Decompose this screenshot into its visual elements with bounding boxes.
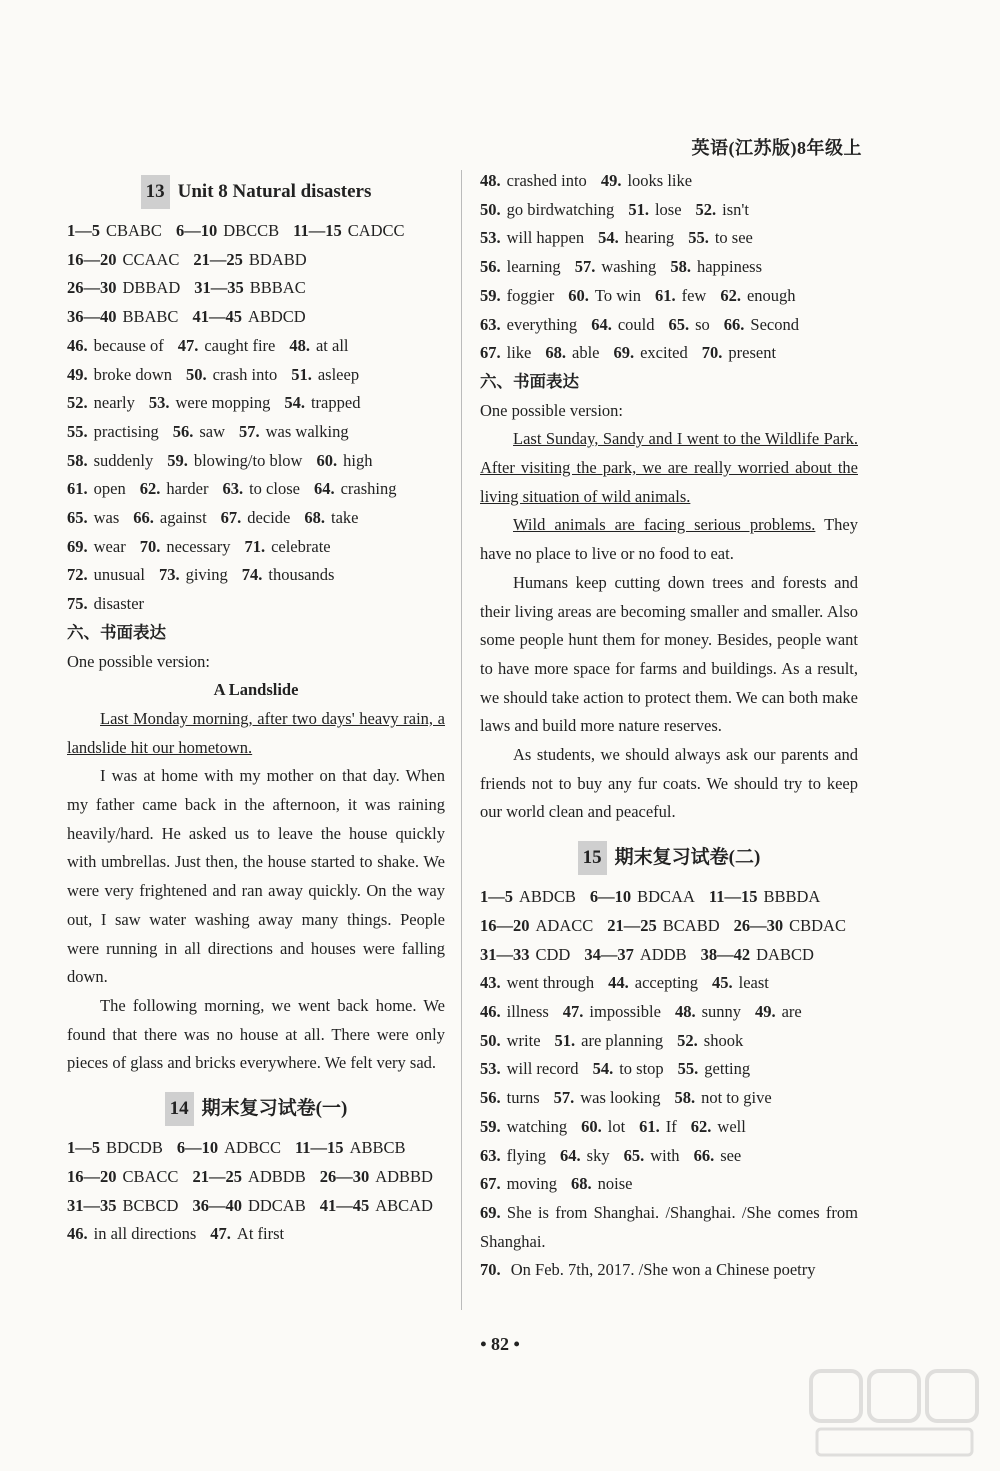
- question-number: 50.: [480, 199, 501, 219]
- answer-text: excited: [640, 343, 688, 363]
- question-number: 49.: [754, 1001, 776, 1021]
- question-number: 64.: [591, 314, 612, 334]
- answer-text: will happen: [506, 228, 585, 248]
- question-range: 26—30: [319, 1166, 370, 1186]
- answer-text: If: [665, 1116, 677, 1136]
- fill-answer-row: [480, 1027, 858, 1056]
- answer-text: On Feb. 7th, 2017. /She won a Chinese poetry: [510, 1260, 816, 1280]
- answer-text: to see: [714, 228, 753, 248]
- answer-letters: CBABC: [106, 221, 162, 240]
- question-number: 50.: [480, 1030, 501, 1050]
- answer-letters: CBACC: [122, 1166, 179, 1186]
- answer-letters: CBDAC: [789, 915, 846, 935]
- answer-letters: DABCD: [756, 944, 814, 964]
- question-range: 41—45: [319, 1195, 370, 1215]
- answer-text: could: [617, 314, 655, 334]
- question-range: 1—5: [67, 221, 100, 240]
- question-range: 6—10: [175, 221, 218, 240]
- answer-text: foggier: [506, 285, 555, 305]
- answer-letters: BCBCD: [122, 1195, 179, 1215]
- sec15-mc-answers: [480, 883, 858, 969]
- question-range: 11—15: [294, 1138, 344, 1158]
- question-range: 16—20: [480, 915, 530, 935]
- mc-answer-row: [480, 941, 858, 970]
- answer-text: asleep: [317, 364, 360, 384]
- answer-text: celebrate: [271, 536, 331, 556]
- underlined-sentence: Wild animals are facing serious problems.: [513, 515, 816, 535]
- answer-text: looks like: [627, 171, 693, 190]
- question-number: 51.: [628, 199, 649, 219]
- mc-answer-row: [67, 274, 445, 303]
- answer-letters: BDCAA: [637, 887, 695, 907]
- answer-text: few: [681, 285, 707, 305]
- answer-letters: CCAAC: [122, 249, 180, 269]
- answer-text: to close: [249, 479, 300, 499]
- answer-letters: DDCAB: [247, 1195, 306, 1215]
- essay-paragraph: [480, 511, 858, 568]
- question-range: 16—20: [67, 1166, 117, 1186]
- question-number: 47.: [210, 1224, 231, 1244]
- question-number: 46.: [480, 1001, 501, 1021]
- answer-letters: CADCC: [347, 221, 405, 240]
- question-number: 62.: [690, 1116, 712, 1136]
- answer-letters: DBCCB: [223, 221, 280, 240]
- question-range: 31—35: [194, 278, 244, 298]
- sentence: They have no place to live or no food to eat.: [480, 515, 858, 564]
- answer-letters: ABDCB: [519, 887, 576, 907]
- answer-text: harder: [166, 479, 209, 499]
- question-number: 61.: [639, 1116, 660, 1136]
- question-range: 36—40: [67, 307, 117, 327]
- question-range: 31—33: [480, 944, 530, 964]
- question-number: 43.: [480, 973, 501, 993]
- sec14-mc-answers: [67, 1134, 445, 1220]
- answer-text: was walking: [265, 421, 349, 441]
- fill-answer-row: [67, 475, 445, 504]
- answer-letters: ADBCC: [224, 1138, 281, 1158]
- sec14-fill-answers-cont: [480, 167, 858, 368]
- watermark-logo: [807, 1363, 982, 1463]
- answer-text: decide: [247, 508, 291, 528]
- question-number: 56.: [172, 421, 194, 441]
- question-range: 6—10: [589, 887, 632, 907]
- answer-text: was looking: [580, 1088, 661, 1108]
- question-number: 60.: [581, 1116, 602, 1136]
- fill-answer-row: [480, 253, 858, 282]
- fill-answer-row: [67, 533, 445, 562]
- answer-letters: BDCDB: [106, 1138, 163, 1158]
- question-number: 47.: [562, 1001, 584, 1021]
- mc-answer-row: [67, 246, 445, 275]
- question-number: 67.: [480, 1174, 501, 1194]
- question-range: 6—10: [176, 1138, 219, 1158]
- question-number: 68.: [571, 1174, 592, 1194]
- question-number: 51.: [554, 1030, 576, 1050]
- fill-answer-row: [480, 167, 858, 196]
- question-number: 71.: [244, 536, 266, 556]
- question-number: 60.: [568, 285, 589, 305]
- answer-text: isn't: [722, 199, 749, 219]
- question-number: 69.: [480, 1202, 501, 1222]
- answer-letters: BDABD: [248, 249, 307, 269]
- answer-text: were mopping: [175, 393, 271, 413]
- answer-text: at all: [315, 335, 349, 355]
- question-number: 58.: [670, 257, 691, 277]
- fill-answer-row: [67, 389, 445, 418]
- mc-answer-row: [480, 883, 858, 912]
- answer-text: hearing: [624, 228, 675, 248]
- question-number: 46.: [67, 1224, 88, 1244]
- answer-text: shook: [703, 1030, 744, 1050]
- question-number: 68.: [304, 508, 325, 528]
- question-range: 26—30: [67, 278, 117, 298]
- column-divider: [461, 170, 462, 1310]
- question-number: 70.: [139, 536, 161, 556]
- question-number: 62.: [720, 285, 741, 305]
- essay-paragraph: I was at home with my mother on that day. When my father came back in the afternoon, it was raining heavily/hard. He asked us to leave the house quickly with umbrellas. Just then, the house started to shake. We were very frightened and ran away quickly. On the way out, I saw water washing away many things. People were running in all directions and houses were falling down.: [67, 766, 445, 987]
- question-number: 53.: [480, 1059, 501, 1079]
- fill-answer-row: [480, 196, 858, 225]
- answer-text: noise: [597, 1174, 633, 1194]
- answer-letters: ADDB: [639, 944, 687, 964]
- answer-text: was: [93, 508, 120, 528]
- answer-text: suddenly: [93, 450, 154, 470]
- question-number: 44.: [608, 973, 629, 993]
- answer-text: went through: [506, 973, 595, 993]
- writing-heading: 六、书面表达: [480, 371, 579, 391]
- question-number: 62.: [139, 479, 161, 499]
- fill-answer-row: [480, 224, 858, 253]
- question-number: 69.: [613, 343, 635, 363]
- question-number: 46.: [67, 335, 88, 355]
- question-number: 54.: [592, 1059, 614, 1079]
- question-number: 63.: [480, 314, 501, 334]
- fill-answer-row: [67, 447, 445, 476]
- section-number: 13: [141, 175, 170, 209]
- question-number: 69.: [67, 536, 88, 556]
- essay-paragraph: Last Sunday, Sandy and I went to the Wildlife Park. After visiting the park, we are really worried about the living situation of wild animals.: [480, 429, 858, 506]
- question-number: 57.: [574, 257, 596, 277]
- question-number: 49.: [67, 364, 88, 384]
- answer-text: least: [738, 973, 769, 993]
- page-header: 英语(江苏版)8年级上: [691, 138, 862, 158]
- question-number: 65.: [668, 314, 690, 334]
- essay-paragraph: Humans keep cutting down trees and forests and their living areas are becoming smaller and smaller. Also some people hunt them for money. Besides, people want to have more space for farms and buildings. As a result, we should take action to protect them. We can both make laws and build more nature reserves.: [480, 572, 858, 736]
- fill-answer-row: [67, 361, 445, 390]
- question-number: 64.: [313, 479, 335, 499]
- answer-text: so: [695, 314, 710, 334]
- answer-text: watching: [506, 1116, 568, 1136]
- question-range: 21—25: [193, 249, 243, 269]
- answer-text: lose: [654, 199, 682, 219]
- question-number: 57.: [239, 421, 260, 441]
- question-number: 59.: [167, 450, 188, 470]
- question-number: 58.: [67, 450, 88, 470]
- answer-text: getting: [704, 1059, 751, 1079]
- section-title-text: 期末复习试卷(二): [614, 847, 761, 869]
- question-number: 66.: [133, 508, 154, 528]
- fill-answer-row: [67, 332, 445, 361]
- answer-letters: ADACC: [535, 915, 594, 935]
- section-15-title: [480, 841, 858, 875]
- question-number: 48.: [674, 1001, 696, 1021]
- fill-answer-row: [480, 311, 858, 340]
- question-number: 52.: [67, 393, 88, 413]
- section-14-title: [67, 1092, 445, 1126]
- answer-letters: BBBAC: [249, 278, 306, 298]
- answer-text: present: [728, 343, 777, 363]
- answer-text: thousands: [268, 565, 335, 585]
- question-number: 66.: [693, 1145, 715, 1165]
- version-label: One possible version:: [480, 400, 623, 420]
- answer-letters: BBBDA: [763, 887, 821, 907]
- question-number: 55.: [677, 1059, 699, 1079]
- mc-answer-row: [67, 1134, 445, 1163]
- answer-text: see: [720, 1145, 742, 1165]
- sec14-fill-answers: [67, 1220, 445, 1249]
- answer-letters: BCABD: [662, 915, 720, 935]
- fill-answer-row: [480, 339, 858, 368]
- question-number: 64.: [560, 1145, 581, 1165]
- sec13-mc-answers: [67, 217, 445, 332]
- question-range: 34—37: [584, 944, 634, 964]
- question-range: 11—15: [708, 887, 758, 907]
- question-number: 70.: [701, 343, 723, 363]
- question-number: 53.: [480, 228, 501, 248]
- question-number: 54.: [284, 393, 305, 413]
- answer-70: [480, 1256, 858, 1285]
- answer-text: Second: [750, 314, 799, 334]
- question-range: 41—45: [192, 307, 242, 327]
- question-range: 1—5: [480, 887, 513, 907]
- fill-answer-row: [67, 561, 445, 590]
- fill-answer-row: [67, 504, 445, 533]
- fill-answer-row: [480, 1113, 858, 1142]
- question-number: 52.: [695, 199, 717, 219]
- question-range: 36—40: [192, 1195, 242, 1215]
- answer-text: crashed into: [506, 171, 587, 190]
- answer-text: accepting: [634, 973, 698, 993]
- answer-text: practising: [93, 421, 159, 441]
- essay-paragraph: The following morning, we went back home. We found that there was no house at all. There were only pieces of glass and bricks everywhere. We felt very sad.: [67, 995, 445, 1073]
- fill-answer-row: [480, 1084, 858, 1113]
- question-range: 21—25: [192, 1166, 242, 1186]
- page-number: • 82 •: [480, 1334, 520, 1354]
- answer-text: broke down: [93, 364, 172, 384]
- answer-text: enough: [746, 285, 796, 305]
- answer-69: [480, 1199, 858, 1256]
- answer-text: go birdwatching: [506, 199, 615, 219]
- answer-text: nearly: [93, 393, 135, 413]
- answer-text: At first: [236, 1224, 285, 1244]
- answer-text: caught fire: [204, 335, 276, 355]
- question-number: 59.: [480, 1116, 501, 1136]
- fill-answer-row: [67, 590, 445, 619]
- left-column: [67, 175, 445, 1249]
- answer-text: everything: [506, 314, 578, 334]
- answer-letters: ABBCB: [349, 1138, 406, 1158]
- question-number: 67.: [480, 343, 501, 363]
- answer-text: to stop: [619, 1059, 664, 1079]
- question-number: 59.: [480, 285, 501, 305]
- answer-text: giving: [185, 565, 228, 585]
- essay-paragraph: As students, we should always ask our parents and friends not to buy any fur coats. We should try to keep our world clean and peaceful.: [480, 745, 858, 822]
- question-range: 21—25: [607, 915, 657, 935]
- question-range: 38—42: [700, 944, 751, 964]
- answer-letters: ADBDB: [247, 1166, 306, 1186]
- answer-text: able: [572, 343, 600, 363]
- question-number: 55.: [67, 421, 88, 441]
- essay-title: A Landslide: [213, 680, 299, 700]
- question-number: 63.: [222, 479, 244, 499]
- question-number: 52.: [677, 1030, 698, 1050]
- writing-heading: 六、书面表达: [67, 622, 166, 642]
- version-label: One possible version:: [67, 651, 210, 671]
- mc-answer-row: [480, 912, 858, 941]
- fill-answer-row: [480, 1055, 858, 1084]
- fill-answer-row: [480, 1142, 858, 1171]
- question-number: 45.: [712, 973, 733, 993]
- section-13-title: [67, 175, 445, 209]
- question-number: 54.: [598, 228, 619, 248]
- fill-answer-row: [480, 282, 858, 311]
- answer-text: because of: [93, 335, 164, 355]
- question-number: 53.: [148, 393, 170, 413]
- answer-text: washing: [601, 257, 657, 277]
- answer-text: happiness: [696, 257, 763, 277]
- answer-text: take: [330, 508, 359, 528]
- answer-text: crashing: [340, 479, 397, 499]
- answer-letters: ADBBD: [375, 1166, 433, 1186]
- answer-text: not to give: [701, 1088, 772, 1108]
- answer-text: impossible: [589, 1001, 661, 1021]
- answer-text: will record: [506, 1059, 579, 1079]
- answer-text: high: [343, 450, 373, 470]
- right-column: [480, 167, 858, 1285]
- answer-text: crash into: [212, 364, 278, 384]
- question-number: 63.: [480, 1145, 501, 1165]
- mc-answer-row: [67, 303, 445, 332]
- question-range: 26—30: [733, 915, 784, 935]
- answer-text: like: [506, 343, 532, 363]
- question-number: 57.: [553, 1088, 575, 1108]
- question-number: 73.: [158, 565, 180, 585]
- question-number: 56.: [480, 257, 501, 277]
- answer-text: necessary: [166, 536, 231, 556]
- question-number: 65.: [623, 1145, 645, 1165]
- answer-text: trapped: [310, 393, 361, 413]
- answer-letters: CDD: [535, 944, 571, 964]
- fill-answer-row: [480, 969, 858, 998]
- question-number: 61.: [654, 285, 676, 305]
- question-number: 65.: [67, 508, 88, 528]
- question-number: 60.: [316, 450, 338, 470]
- question-number: 56.: [480, 1088, 501, 1108]
- section-number: 15: [578, 841, 607, 875]
- question-number: 66.: [723, 314, 745, 334]
- answer-text: with: [650, 1145, 680, 1165]
- answer-text: open: [93, 479, 126, 499]
- fill-answer-row: [67, 418, 445, 447]
- sec15-fill-answers: [480, 969, 858, 1199]
- answer-text: turns: [506, 1088, 540, 1108]
- section-title-text: Unit 8 Natural disasters: [177, 181, 372, 202]
- answer-text: lot: [607, 1116, 626, 1136]
- answer-text: well: [717, 1116, 746, 1136]
- sec13-fill-answers: [67, 332, 445, 619]
- question-number: 49.: [600, 171, 622, 190]
- question-number: 47.: [177, 335, 199, 355]
- answer-text: moving: [506, 1174, 558, 1194]
- fill-answer-row: [480, 1170, 858, 1199]
- answer-text: To win: [594, 285, 641, 305]
- question-number: 58.: [674, 1088, 696, 1108]
- mc-answer-row: [67, 1163, 445, 1192]
- answer-letters: BBABC: [122, 307, 179, 327]
- answer-text: against: [159, 508, 207, 528]
- answer-text: She is from Shanghai. /Shanghai. /She comes from Shanghai.: [480, 1202, 858, 1251]
- answer-text: sunny: [701, 1001, 741, 1021]
- question-number: 51.: [291, 364, 312, 384]
- mc-answer-row: [67, 217, 445, 246]
- answer-text: flying: [506, 1145, 547, 1165]
- question-number: 55.: [688, 228, 709, 248]
- section-number: 14: [165, 1092, 194, 1126]
- question-number: 48.: [480, 171, 501, 190]
- answer-text: wear: [93, 536, 126, 556]
- question-number: 72.: [67, 565, 88, 585]
- answer-letters: ABDCD: [247, 307, 306, 327]
- fill-answer-row: [67, 1220, 445, 1249]
- question-number: 67.: [220, 508, 242, 528]
- question-range: 31—35: [67, 1195, 117, 1215]
- essay-paragraph: Last Monday morning, after two days' heavy rain, a landslide hit our hometown.: [67, 708, 445, 757]
- answer-text: in all directions: [93, 1224, 197, 1244]
- question-range: 11—15: [293, 221, 342, 240]
- question-number: 70.: [480, 1260, 501, 1280]
- answer-text: learning: [506, 257, 561, 277]
- answer-text: unusual: [93, 565, 145, 585]
- answer-text: saw: [199, 421, 225, 441]
- answer-text: disaster: [93, 594, 145, 614]
- answer-letters: ABCAD: [375, 1195, 433, 1215]
- question-number: 74.: [241, 565, 263, 585]
- mc-answer-row: [67, 1192, 445, 1221]
- question-number: 48.: [289, 335, 310, 355]
- question-number: 68.: [545, 343, 566, 363]
- answer-text: are: [781, 1001, 802, 1021]
- question-number: 50.: [185, 364, 207, 384]
- question-range: 16—20: [67, 249, 117, 269]
- question-number: 75.: [67, 594, 88, 614]
- question-number: 61.: [67, 479, 88, 499]
- answer-text: sky: [586, 1145, 610, 1165]
- answer-text: blowing/to blow: [193, 450, 303, 470]
- section-title-text: 期末复习试卷(一): [201, 1098, 348, 1120]
- question-range: 1—5: [67, 1138, 100, 1158]
- answer-letters: DBBAD: [122, 278, 181, 298]
- answer-text: illness: [506, 1001, 549, 1021]
- answer-text: are planning: [581, 1030, 664, 1050]
- answer-text: write: [506, 1030, 541, 1050]
- fill-answer-row: [480, 998, 858, 1027]
